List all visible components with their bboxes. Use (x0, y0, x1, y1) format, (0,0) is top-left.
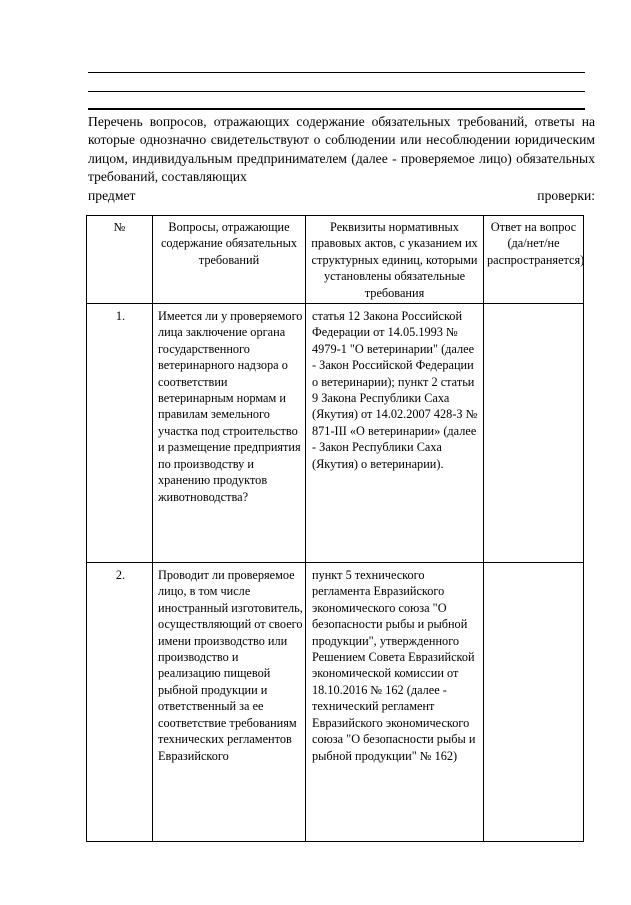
intro-text: Перечень вопросов, отражающих содержание обязательных требований, ответы на которые однозначно свидетельствуют о соблюдении или несоблюдении юридическим лицом, индивидуальным предпринимателем (далее - проверяемое лицо) обязательных требований, составляющих (88, 114, 595, 185)
header-number: № (87, 216, 153, 304)
intro-paragraph (88, 113, 595, 205)
blank-line-2 (88, 91, 585, 92)
header-questions: Вопросы, отражающие содержание обязательных требований (153, 216, 306, 304)
blank-line-3 (88, 108, 585, 110)
intro-last-right: проверки: (537, 187, 595, 203)
intro-last-line (88, 187, 595, 205)
table-header-row (87, 216, 584, 304)
row-answer (484, 304, 584, 563)
table-row (87, 304, 584, 563)
header-answer: Ответ на вопрос (да/нет/не распространяется) (484, 216, 584, 304)
row-number: 2. (87, 563, 153, 842)
row-requisites: статья 12 Закона Российской Федерации от 14.05.1993 № 4979-1 "О ветеринарии" (далее - Закон Российской Федерации о ветеринарии); пункт 2 статьи 9 Закона Республики Саха (Якутия) от 14.02.2007 428-З № 871-III «О ветеринарии» (далее - Закон Республики Саха (Якутия) о ветеринарии). (306, 304, 484, 563)
requirements-table (86, 215, 584, 842)
row-requisites: пункт 5 технического регламента Евразийского экономического союза "О безопасности рыбы и рыбной продукции", утвержденного Решением Совета Евразийской экономической комиссии от 18.10.2016 № 162 (далее - технический регламент Евразийского экономического союза "О безопасности рыбы и рыбной продукции" № 162) (306, 563, 484, 842)
row-answer (484, 563, 584, 842)
row-question: Проводит ли проверяемое лицо, в том числе иностранный изготовитель, осуществляющий от своего имени производство или производство и реализацию пищевой рыбной продукции и ответственный за ее соответствие требованиям технических регламентов Евразийского (153, 563, 306, 842)
header-requisites: Реквизиты нормативных правовых актов, с указанием их структурных единиц, которыми установлены обязательные требования (306, 216, 484, 304)
intro-last-left: предмет (88, 187, 136, 203)
row-question: Имеется ли у проверяемого лица заключение органа государственного ветеринарного надзора о соответствии ветеринарным нормам и правилам земельного участка под строительство и размещение предприятия по производству и хранению продуктов животноводства? (153, 304, 306, 563)
blank-line-1 (88, 72, 585, 73)
row-number: 1. (87, 304, 153, 563)
table-row (87, 563, 584, 842)
